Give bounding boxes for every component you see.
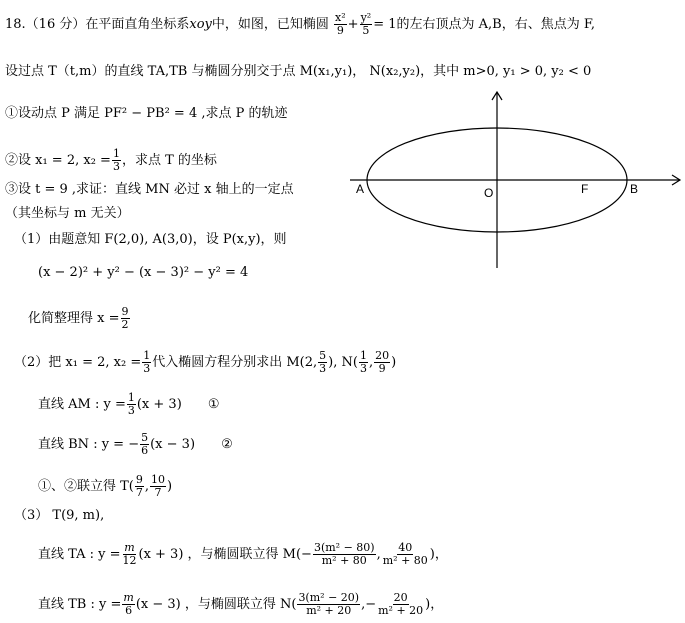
fraction: $\frac{9}{2}$ bbox=[121, 305, 129, 331]
fraction: $\frac{m}{6}$ bbox=[123, 591, 134, 617]
fraction: $\frac{5}{6}$ bbox=[141, 431, 149, 457]
fraction: $\frac{\text{3(m² − 80)}}{\text{m² + 80}}$ bbox=[313, 541, 375, 567]
fraction: $\frac{m}{12}$ bbox=[122, 541, 137, 567]
question-3: ③设 t = 9 ,求证：直线 MN 必过 x 轴上的一定点 bbox=[5, 182, 294, 197]
question-1: ①设动点 P 满足 PF² − PB² = 4 ,求点 P 的轨迹 bbox=[5, 106, 288, 121]
problem-text: 18.（16 分）在平面直角坐标系 bbox=[5, 17, 190, 32]
math-var: xoy bbox=[189, 17, 212, 32]
fraction: $\frac{\text{3(m² − 20)}}{\text{m² + 20}}$ bbox=[298, 591, 360, 617]
fraction: $\frac{1}{3}$ bbox=[359, 349, 367, 375]
line-bn: 直线 BN : y = − $\frac{5}{6}$ (x − 3) ② bbox=[38, 431, 233, 457]
ellipse-x-term: $\frac{\text{x²}}{9}$ bbox=[335, 11, 346, 37]
question-3-note: （其坐标与 m 无关） bbox=[5, 206, 130, 221]
fraction: $\frac{10}{7}$ bbox=[151, 473, 166, 499]
problem-line-1: 18.（16 分）在平面直角坐标系xoy中，如图，已知椭圆 $\frac{\text{x²}}{9}$ + $\frac{\text{y²}}{5}$ = 1的左右顶点为 A,B，右、焦点为 F, bbox=[5, 11, 595, 37]
fraction: $\frac{1}{3}$ bbox=[127, 391, 135, 417]
fraction: $\frac{20}{9}$ bbox=[375, 349, 390, 375]
problem-text: 的左右顶点为 A,B，右、焦点为 F, bbox=[396, 17, 595, 32]
fraction: $\frac{1}{3}$ bbox=[112, 147, 120, 173]
problem-text: 中，如图，已知椭圆 bbox=[211, 17, 329, 32]
ellipse-y-term: $\frac{\text{y²}}{5}$ bbox=[360, 11, 372, 37]
solution-1-result: 化简整理得 x = $\frac{9}{2}$ bbox=[28, 305, 129, 331]
fraction: $\frac{40}{\text{m² + 80}}$ bbox=[382, 541, 428, 567]
problem-text: N(x₂,y₂)，其中 m>0, y₁ > 0, y₂ < 0 bbox=[369, 64, 592, 79]
focus-f-label: F bbox=[581, 182, 589, 196]
fraction: $\frac{5}{3}$ bbox=[319, 349, 327, 375]
question-2: ②设 x₁ = 2, x₂ = $\frac{1}{3}$ ，求点 T 的坐标 bbox=[5, 147, 217, 173]
solution-1-equation: (x − 2)² + y² − (x − 3)² − y² = 4 bbox=[38, 265, 249, 280]
vertex-b-label: B bbox=[630, 182, 639, 196]
line-ta: 直线 TA : y = $\frac{m}{12}$ (x + 3) ，与椭圆联立得 M(− $\frac{\text{3(m² − 80)}}{\text{m² + 80}}$ , $\frac{40}{\text{m² + 80}}$ )， bbox=[38, 541, 448, 567]
equation-tag: ① bbox=[207, 397, 220, 412]
line-am: 直线 AM : y = $\frac{1}{3}$ (x + 3) ① bbox=[38, 391, 220, 417]
line-tb: 直线 TB : y = $\frac{m}{6}$ (x − 3) ，与椭圆联立得 N( $\frac{\text{3(m² − 20)}}{\text{m² + 20}}$ ,− $\frac{20}{\text{m² + 20}}$ )， bbox=[38, 591, 444, 617]
fraction: $\frac{1}{3}$ bbox=[143, 349, 151, 375]
solution-3-intro: （3） T(9, m), bbox=[14, 508, 105, 523]
equation-tag: ② bbox=[221, 437, 233, 452]
solution-1-intro: （1）由题意知 F(2,0), A(3,0)，设 P(x,y)，则 bbox=[14, 232, 287, 247]
problem-text: 设过点 T（t,m）的直线 TA,TB 与椭圆分别交于点 M(x₁,y₁)， bbox=[5, 64, 366, 79]
solution-2-result: ①、②联立得 T( $\frac{9}{7}$ , $\frac{10}{7}$ ) bbox=[38, 473, 173, 499]
fraction: $\frac{20}{\text{m² + 20}}$ bbox=[378, 591, 424, 617]
vertex-a-label: A bbox=[356, 182, 365, 196]
origin-label: O bbox=[484, 186, 494, 200]
solution-2-intro: （2）把 x₁ = 2, x₂ = $\frac{1}{3}$ 代入椭圆方程分别求出 M(2, $\frac{5}{3}$ ), N( $\frac{1}{3}$ , $\frac{20}{9}$ ) bbox=[14, 349, 397, 375]
fraction: $\frac{9}{7}$ bbox=[135, 473, 143, 499]
